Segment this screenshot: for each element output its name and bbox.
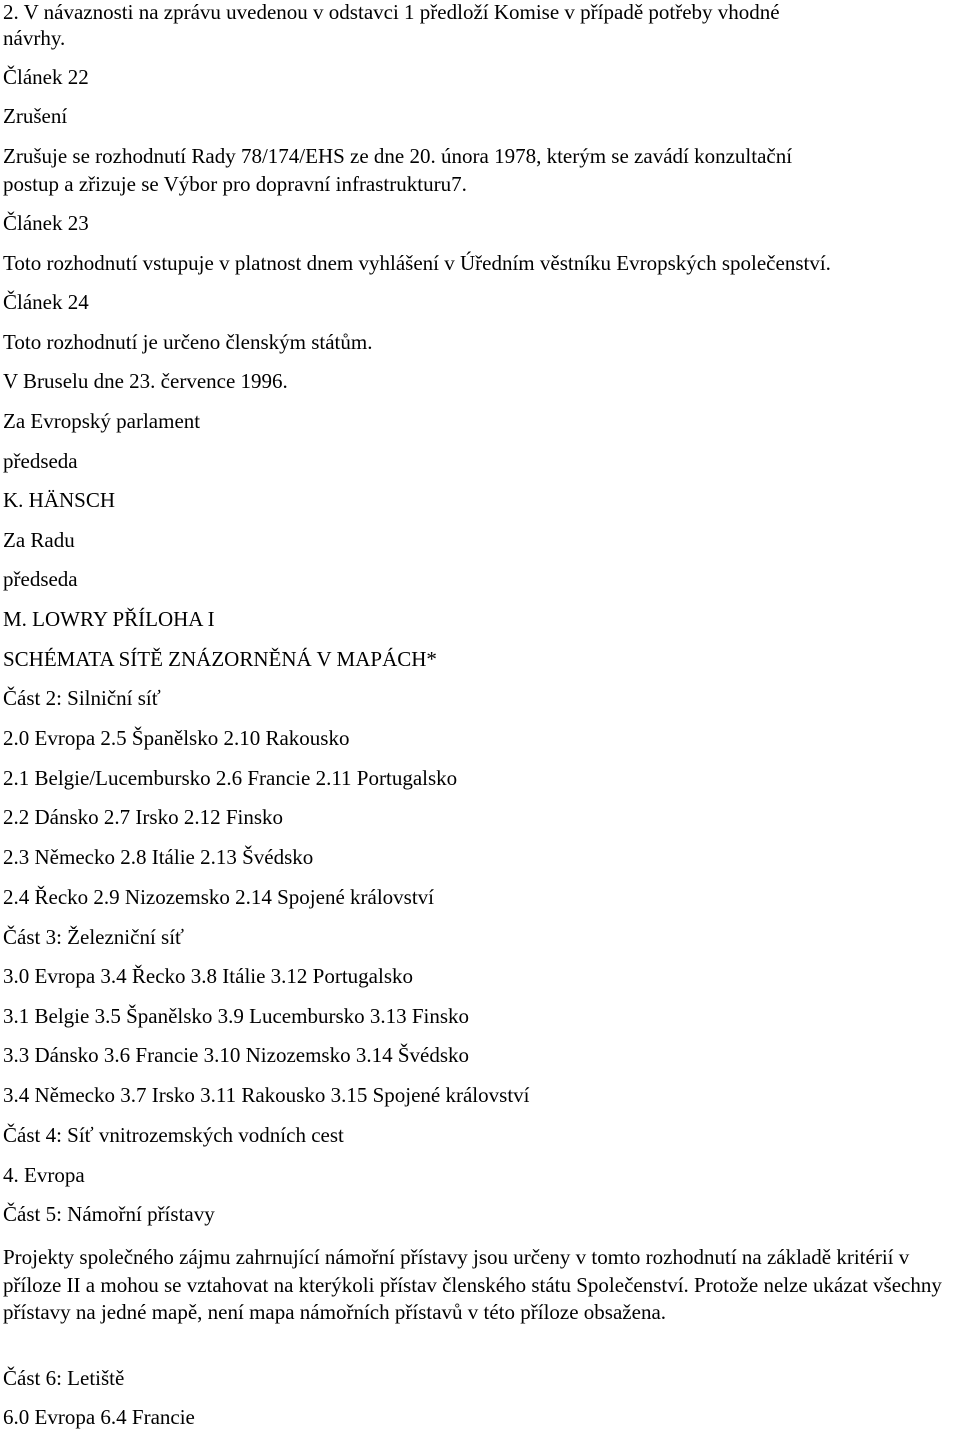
section-heading: Část 6: Letiště — [3, 1366, 125, 1390]
list-line: 4. Evropa — [3, 1163, 85, 1187]
heading-article-24: Článek 24 — [3, 290, 89, 314]
list-line: 6.0 Evropa 6.4 Francie — [3, 1405, 195, 1429]
signatory-role: předseda — [3, 567, 78, 591]
signatory-institution: Za Radu — [3, 528, 75, 552]
list-line: 3.1 Belgie 3.5 Španělsko 3.9 Lucembursko 3.13 Finsko — [3, 1004, 470, 1028]
section-heading: Část 5: Námořní přístavy — [3, 1202, 215, 1226]
list-line: 3.4 Německo 3.7 Irsko 3.11 Rakousko 3.15 Spojené království — [3, 1083, 530, 1107]
list-line: 2.4 Řecko 2.9 Nizozemsko 2.14 Spojené království — [3, 885, 435, 909]
section-heading: Část 4: Síť vnitrozemských vodních cest — [3, 1123, 344, 1147]
text-line: Toto rozhodnutí vstupuje v platnost dnem vyhlášení v Úředním věstníku Evropských společenství. — [3, 251, 831, 275]
signatory-institution: Za Evropský parlament — [3, 409, 201, 433]
paragraph-seaports: Projekty společného zájmu zahrnující námořní přístavy jsou určeny v tomto rozhodnutí na základě kritérií v příloze II a mohou se vztahovat na kterýkoli přístav členského státu Společenství. Protože nelze ukázat všechny přístavy na jedné mapě, není mapa námořních přístavů v této příloze obsažena. — [3, 1245, 942, 1324]
section-heading: Část 3: Železniční síť — [3, 925, 185, 949]
text-line: 2. V návaznosti na zprávu uvedenou v odstavci 1 předloží Komise v případě potřeby vhodné — [3, 0, 780, 24]
text-line: Zrušuje se rozhodnutí Rady 78/174/EHS ze dne 20. února 1978, kterým se zavádí konzultační — [3, 144, 793, 168]
list-line: 3.3 Dánsko 3.6 Francie 3.10 Nizozemsko 3.14 Švédsko — [3, 1043, 470, 1067]
list-line: 2.3 Německo 2.8 Itálie 2.13 Švédsko — [3, 845, 314, 869]
signatory-name: K. HÄNSCH — [3, 488, 116, 512]
heading-article-22: Článek 22 — [3, 65, 89, 89]
section-heading: Část 2: Silniční síť — [3, 686, 161, 710]
heading-article-23: Článek 23 — [3, 211, 89, 235]
text-line: Toto rozhodnutí je určeno členským státům. — [3, 330, 373, 354]
list-line: 2.1 Belgie/Lucembursko 2.6 Francie 2.11 Portugalsko — [3, 766, 458, 790]
heading-repeal: Zrušení — [3, 104, 68, 128]
list-line: 2.0 Evropa 2.5 Španělsko 2.10 Rakousko — [3, 726, 350, 750]
list-line: 3.0 Evropa 3.4 Řecko 3.8 Itálie 3.12 Portugalsko — [3, 964, 414, 988]
signatory-name-annex-heading: M. LOWRY PŘÍLOHA I — [3, 607, 215, 631]
list-line: 2.2 Dánsko 2.7 Irsko 2.12 Finsko — [3, 805, 284, 829]
annex-title: SCHÉMATA SÍTĚ ZNÁZORNĚNÁ V MAPÁCH* — [3, 647, 437, 671]
date-place: V Bruselu dne 23. července 1996. — [3, 369, 288, 393]
text-line: postup a zřizuje se Výbor pro dopravní infrastrukturu7. — [3, 172, 467, 196]
signatory-role: předseda — [3, 449, 78, 473]
text-line: návrhy. — [3, 26, 66, 50]
